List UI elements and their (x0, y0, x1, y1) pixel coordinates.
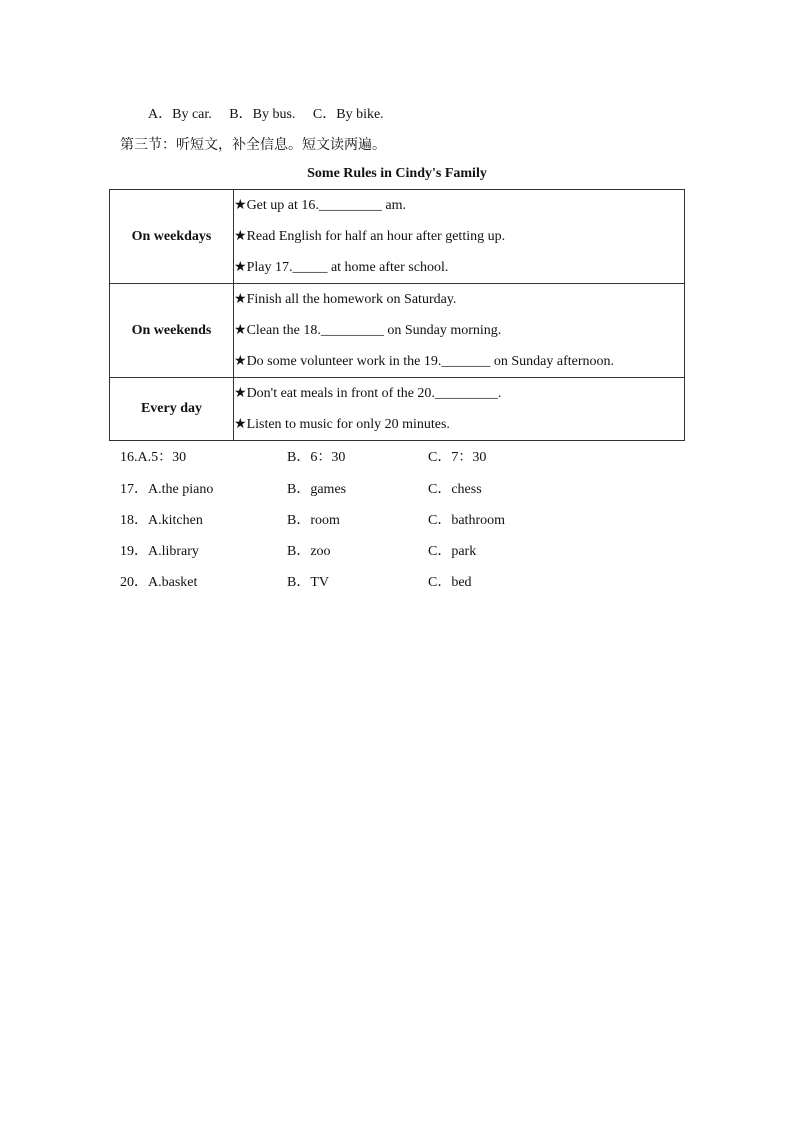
table-row (110, 284, 685, 378)
row-label-weekdays: On weekdays (110, 190, 234, 284)
rule-item (234, 190, 684, 221)
rule-text: Get up at 16._________ am. (246, 198, 406, 213)
table-row (110, 378, 685, 441)
row-label-every-day: Every day (110, 378, 234, 441)
star-icon: ★ (234, 228, 247, 244)
question-option-b: B．room (287, 513, 340, 528)
question-option-c: C．chess (428, 482, 482, 497)
question-row (120, 536, 540, 567)
star-icon: ★ (234, 353, 247, 369)
table-row (110, 190, 685, 284)
star-icon: ★ (234, 416, 247, 432)
rule-text: Clean the 18._________ on Sunday morning. (246, 323, 502, 338)
rules-table (109, 189, 685, 441)
rule-text: Play 17._____ at home after school. (246, 260, 449, 275)
row-items (234, 284, 685, 378)
star-icon: ★ (234, 259, 247, 275)
star-icon: ★ (234, 291, 247, 307)
rule-item (234, 221, 684, 252)
question-option-a: 19．A.library (120, 544, 199, 559)
star-icon: ★ (234, 322, 247, 338)
rule-text: Don't eat meals in front of the 20._________. (246, 386, 502, 401)
row-label-weekends: On weekends (110, 284, 234, 378)
question-option-b: B．TV (287, 575, 329, 590)
previous-question-options (148, 103, 398, 123)
question-option-c: C．bed (428, 575, 472, 590)
row-items (234, 190, 685, 284)
row-items (234, 378, 685, 441)
question-option-c: C．bathroom (428, 513, 505, 528)
question-row (120, 474, 540, 505)
question-row (120, 505, 540, 536)
star-icon: ★ (234, 385, 247, 401)
question-option-b: B．zoo (287, 544, 331, 559)
question-row (120, 567, 540, 598)
section-heading: 第三节：听短文，补全信息。短文读两遍。 (120, 137, 386, 153)
rule-item (234, 409, 684, 440)
rule-text: Finish all the homework on Saturday. (246, 292, 457, 307)
rule-item (234, 284, 684, 315)
rule-item (234, 252, 684, 283)
question-option-a: 20．A.basket (120, 575, 198, 590)
question-option-b: B．games (287, 482, 347, 497)
rule-text: Do some volunteer work in the 19._______ on Sunday afternoon. (246, 354, 615, 369)
question-option-a: 17．A.the piano (120, 482, 214, 497)
rule-item (234, 378, 684, 409)
rule-text: Read English for half an hour after getting up. (246, 229, 506, 244)
rule-item (234, 346, 684, 377)
option-b: B．By bus. (229, 107, 296, 122)
question-row (120, 442, 540, 473)
question-option-b: B．6：30 (287, 450, 346, 465)
question-option-c: C．park (428, 544, 477, 559)
question-option-a: 18．A.kitchen (120, 513, 203, 528)
question-option-c: C．7：30 (428, 450, 487, 465)
table-title: Some Rules in Cindy's Family (307, 166, 487, 181)
star-icon: ★ (234, 197, 247, 213)
rule-text: Listen to music for only 20 minutes. (246, 417, 450, 432)
option-a: A．By car. (148, 107, 212, 122)
question-option-a: 16.A.5：30 (120, 450, 187, 465)
option-c: C．By bike. (312, 107, 384, 122)
rule-item (234, 315, 684, 346)
